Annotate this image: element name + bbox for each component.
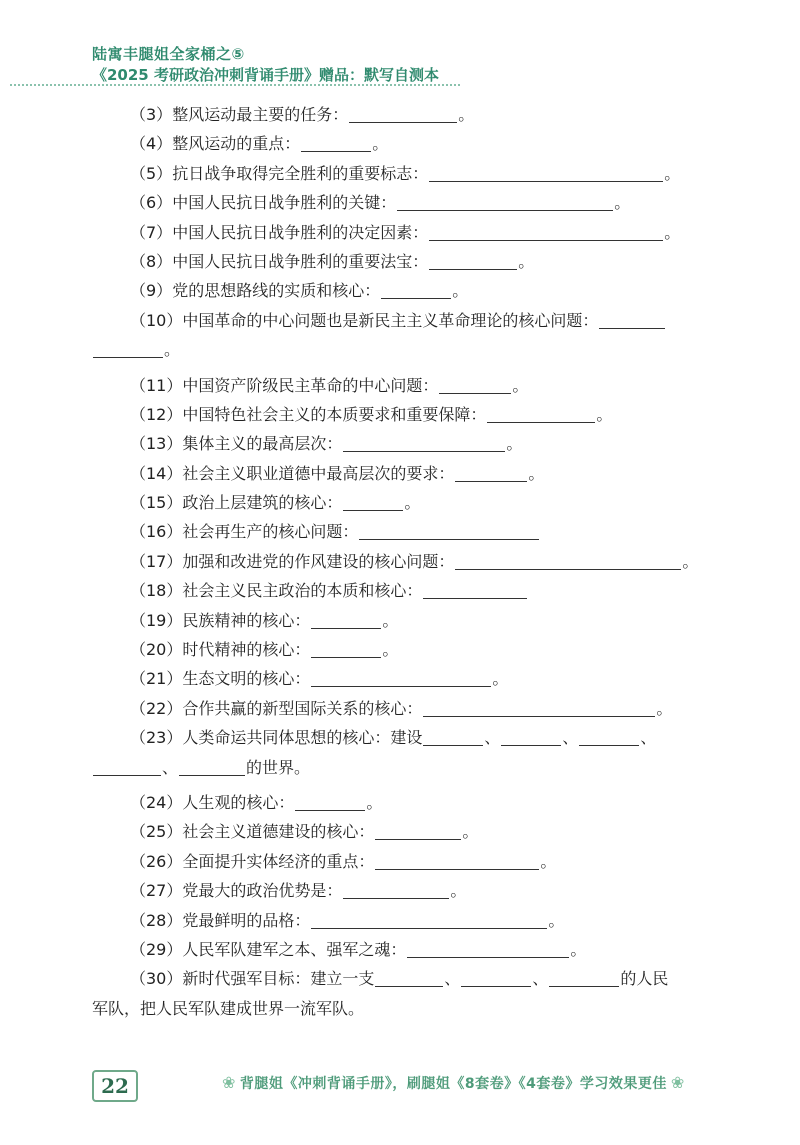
question-number: （20） bbox=[130, 640, 183, 660]
answer-blank[interactable] bbox=[311, 910, 547, 929]
question-number: （21） bbox=[130, 669, 183, 689]
answer-blank[interactable] bbox=[311, 668, 491, 687]
question-text: 全面提升实体经济的重点： bbox=[182, 851, 375, 871]
question-text: 中国革命的中心问题也是新民主主义革命理论的核心问题： bbox=[182, 310, 599, 330]
question-number: （27） bbox=[130, 881, 183, 901]
question-26: （26）全面提升实体经济的重点： 。 bbox=[130, 851, 557, 871]
question-28: （28）党最鲜明的品格： 。 bbox=[130, 910, 565, 930]
answer-blank[interactable] bbox=[423, 580, 527, 599]
question-number: （30） bbox=[130, 969, 183, 989]
question-number: （26） bbox=[130, 851, 183, 871]
question-number: （18） bbox=[130, 581, 183, 601]
question-number: （12） bbox=[130, 404, 183, 424]
question-text: 中国人民抗日战争胜利的重要法宝： bbox=[172, 251, 429, 271]
question-number: （6） bbox=[130, 193, 173, 213]
answer-blank[interactable] bbox=[455, 551, 681, 570]
footer-slogan-text: 背腿姐《冲刺背诵手册》，刷腿姐《8套卷》《4套卷》学习效果更佳 bbox=[239, 1076, 667, 1092]
answer-blank[interactable] bbox=[375, 968, 443, 987]
answer-blank[interactable] bbox=[423, 727, 483, 746]
answer-blank[interactable] bbox=[93, 757, 161, 776]
question-text: 集体主义的最高层次： bbox=[182, 434, 343, 454]
question-text: 党最大的政治优势是： bbox=[182, 881, 343, 901]
footer-slogan bbox=[218, 1073, 689, 1093]
answer-blank[interactable] bbox=[311, 610, 381, 629]
answer-blank[interactable] bbox=[487, 404, 595, 423]
question-number: （7） bbox=[130, 222, 173, 242]
question-7: （7）中国人民抗日战争胜利的决定因素： 。 bbox=[130, 222, 681, 242]
answer-blank[interactable] bbox=[311, 639, 381, 658]
question-text: 社会再生产的核心问题： bbox=[182, 522, 359, 542]
question-text: 新时代强军目标：建立一支 bbox=[182, 969, 375, 989]
question-15: （15）政治上层建筑的核心： 。 bbox=[130, 493, 421, 513]
question-text: 人类命运共同体思想的核心：建设 bbox=[182, 728, 423, 748]
answer-blank[interactable] bbox=[407, 939, 569, 958]
question-text: 时代精神的核心： bbox=[182, 640, 311, 660]
answer-blank[interactable] bbox=[359, 521, 539, 540]
answer-blank[interactable] bbox=[423, 698, 655, 717]
question-3: （3）整风运动最主要的任务： 。 bbox=[130, 105, 475, 124]
question-22: （22）合作共赢的新型国际关系的核心： 。 bbox=[130, 698, 673, 718]
question-4: （4）整风运动的重点： 。 bbox=[130, 134, 389, 154]
question-number: （15） bbox=[130, 493, 183, 513]
question-number: （13） bbox=[130, 434, 183, 454]
question-number: （17） bbox=[130, 551, 183, 571]
answer-blank[interactable] bbox=[397, 192, 613, 211]
question-12: （12）中国特色社会主义的本质要求和重要保障： 。 bbox=[130, 404, 613, 424]
answer-blank[interactable] bbox=[343, 492, 403, 511]
question-text: 生态文明的核心： bbox=[182, 669, 311, 689]
question-25: （25）社会主义道德建设的核心： 。 bbox=[130, 822, 479, 842]
question-text: 民族精神的核心： bbox=[182, 610, 311, 630]
question-number: （22） bbox=[130, 698, 183, 718]
answer-blank[interactable] bbox=[579, 727, 639, 746]
question-10 bbox=[0, 306, 800, 335]
answer-blank[interactable] bbox=[179, 757, 245, 776]
question-8: （8）中国人民抗日战争胜利的重要法宝： 。 bbox=[130, 251, 535, 271]
answer-blank[interactable] bbox=[461, 968, 531, 987]
question-text: 中国特色社会主义的本质要求和重要保障： bbox=[182, 404, 487, 424]
question-10-continued: 。 bbox=[0, 335, 800, 364]
question-number: （25） bbox=[130, 822, 183, 842]
question-number: （28） bbox=[130, 910, 183, 930]
question-13: （13）集体主义的最高层次： 。 bbox=[130, 434, 523, 454]
question-number: （19） bbox=[130, 610, 183, 630]
answer-blank[interactable] bbox=[375, 821, 461, 840]
clover-icon: ❀ bbox=[222, 1073, 236, 1092]
question-number: （16） bbox=[130, 522, 183, 542]
question-29: （29）人民军队建军之本、强军之魂： 。 bbox=[130, 939, 587, 959]
question-14: （14）社会主义职业道德中最高层次的要求： 。 bbox=[130, 463, 545, 483]
answer-blank[interactable] bbox=[429, 163, 663, 182]
question-number: （29） bbox=[130, 939, 183, 959]
answer-blank[interactable] bbox=[455, 463, 527, 482]
answer-blank[interactable] bbox=[381, 280, 451, 299]
answer-blank[interactable] bbox=[429, 251, 517, 270]
question-text: 中国资产阶级民主革命的中心问题： bbox=[182, 375, 439, 395]
header-book-title: 《2025 考研政治冲刺背诵手册》赠品：默写自测本 bbox=[92, 66, 439, 84]
question-text: 政治上层建筑的核心： bbox=[182, 493, 343, 513]
question-23: （23）人类命运共同体思想的核心：建设 、 、 、 bbox=[130, 728, 657, 748]
answer-blank[interactable] bbox=[439, 375, 511, 394]
clover-icon: ❀ bbox=[670, 1073, 685, 1092]
question-text: 社会主义民主政治的本质和核心： bbox=[182, 581, 423, 601]
answer-blank[interactable] bbox=[429, 222, 663, 241]
question-text: 中国人民抗日战争胜利的关键： bbox=[172, 193, 397, 213]
question-5: （5）抗日战争取得完全胜利的重要标志： 。 bbox=[130, 163, 681, 183]
question-number: （23） bbox=[130, 728, 183, 748]
question-19: （19）民族精神的核心： 。 bbox=[130, 610, 399, 630]
answer-blank[interactable] bbox=[501, 727, 561, 746]
question-text: 整风运动最主要的任务： bbox=[172, 105, 349, 124]
question-number: （8） bbox=[130, 251, 173, 271]
question-text: 中国人民抗日战争胜利的决定因素： bbox=[172, 222, 429, 242]
question-number: （24） bbox=[130, 792, 183, 812]
answer-blank[interactable] bbox=[93, 339, 163, 358]
question-number: （5） bbox=[130, 163, 173, 183]
question-16 bbox=[0, 517, 800, 546]
question-20: （20）时代精神的核心： 。 bbox=[130, 640, 399, 660]
question-9: （9）党的思想路线的实质和核心： 。 bbox=[130, 281, 469, 301]
question-text: 整风运动的重点： bbox=[172, 134, 301, 154]
question-11: （11）中国资产阶级民主革命的中心问题： 。 bbox=[130, 375, 529, 395]
question-18 bbox=[0, 576, 800, 605]
answer-blank[interactable] bbox=[349, 104, 457, 123]
question-text: 党最鲜明的品格： bbox=[182, 910, 311, 930]
question-number: （3） bbox=[130, 105, 173, 124]
answer-blank[interactable] bbox=[343, 880, 449, 899]
question-number: （11） bbox=[130, 375, 183, 395]
question-text: 社会主义职业道德中最高层次的要求： bbox=[182, 463, 455, 483]
question-30: （30）新时代强军目标：建立一支 、 、 的人民 bbox=[130, 969, 669, 989]
question-text: 人民军队建军之本、强军之魂： bbox=[182, 939, 407, 959]
question-number: （14） bbox=[130, 463, 183, 483]
question-text: 合作共赢的新型国际关系的核心： bbox=[182, 698, 423, 718]
answer-blank[interactable] bbox=[599, 310, 665, 329]
question-number: （9） bbox=[130, 281, 173, 301]
question-text: 加强和改进党的作风建设的核心问题： bbox=[182, 551, 455, 571]
answer-blank[interactable] bbox=[295, 792, 365, 811]
question-17: （17）加强和改进党的作风建设的核心问题： 。 bbox=[130, 551, 699, 571]
question-number: （10） bbox=[130, 310, 183, 330]
question-6: （6）中国人民抗日战争胜利的关键： 。 bbox=[130, 193, 631, 213]
question-text: 抗日战争取得完全胜利的重要标志： bbox=[172, 163, 429, 183]
question-number: （4） bbox=[130, 134, 173, 154]
question-27: （27）党最大的政治优势是： 。 bbox=[130, 881, 467, 901]
answer-blank[interactable] bbox=[343, 433, 505, 452]
answer-blank[interactable] bbox=[549, 968, 619, 987]
book-header bbox=[92, 44, 439, 86]
header-divider bbox=[10, 84, 460, 86]
question-21: （21）生态文明的核心： 。 bbox=[130, 669, 509, 689]
question-text: 社会主义道德建设的核心： bbox=[182, 822, 375, 842]
answer-blank[interactable] bbox=[301, 133, 371, 152]
question-text: 人生观的核心： bbox=[182, 792, 295, 812]
question-24: （24）人生观的核心： 。 bbox=[130, 792, 383, 812]
question-23-continued: 、 的世界。 bbox=[0, 753, 800, 782]
question-30-continued: 军队，把人民军队建成世界一流军队。 bbox=[92, 998, 365, 1018]
answer-blank[interactable] bbox=[375, 851, 539, 870]
header-series-title: 陆寓丰腿姐全家桶之⑤ bbox=[92, 45, 245, 63]
page-number: 22 bbox=[92, 1070, 138, 1102]
question-list bbox=[0, 100, 800, 1023]
question-text: 党的思想路线的实质和核心： bbox=[172, 281, 381, 301]
